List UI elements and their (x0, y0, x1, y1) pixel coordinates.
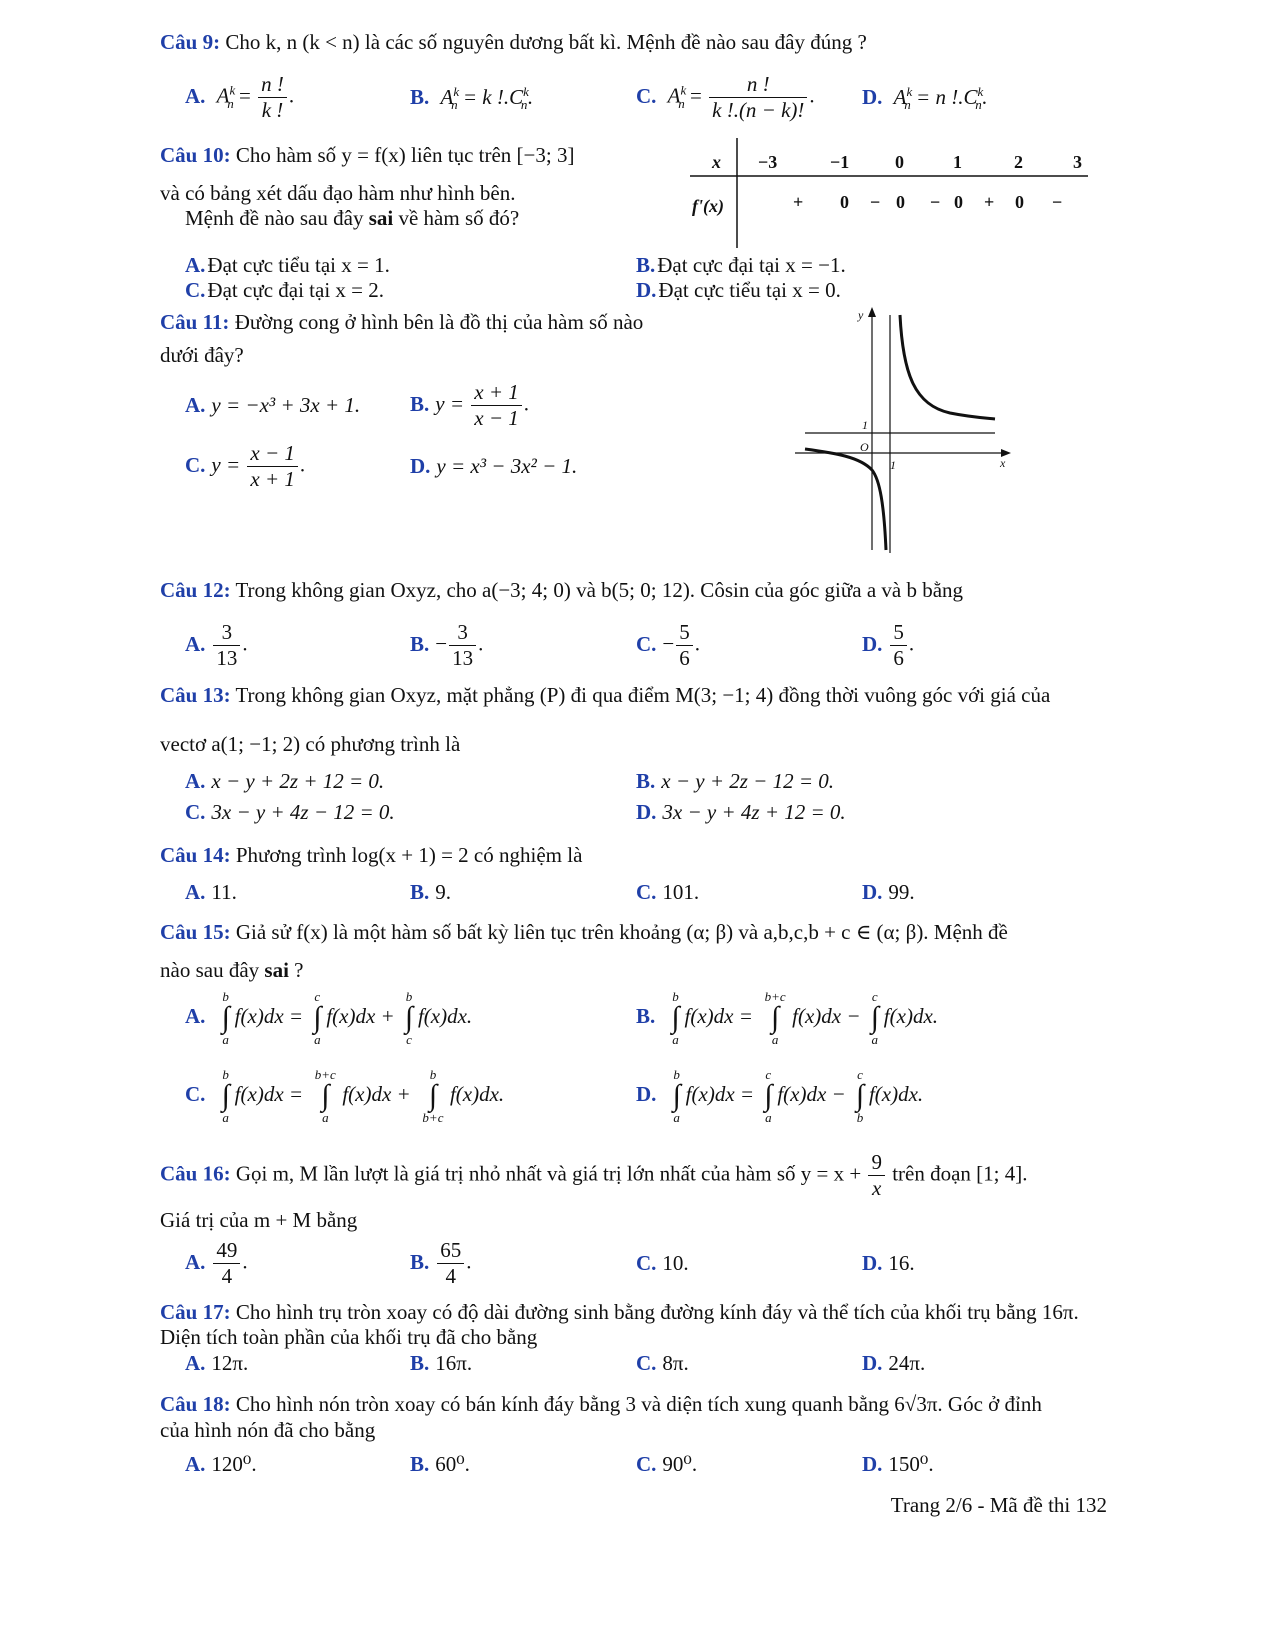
q15-option-c[interactable]: C. b ∫ a f(x)dx = b+c ∫ a f(x)dx + b ∫ b+c f(x)dx. (185, 1067, 505, 1125)
q11-option-b[interactable]: B. y = $\frac{x + 1}{x - 1}$ . (410, 380, 530, 431)
v-asymptote-label: 1 (890, 458, 896, 472)
q17-text-2: Diện tích toàn phần của khối trụ đã cho bằng (160, 1325, 538, 1349)
q11-option-d[interactable]: D. y = x³ − 3x² − 1. (410, 454, 578, 478)
q16-option-c[interactable]: C. 10. (636, 1251, 689, 1275)
q14-option-b[interactable]: B. 9. (410, 880, 452, 904)
question-11: Câu 11: Đường cong ở hình bên là đồ thị của hàm số nào (160, 310, 644, 334)
h-asymptote-label: 1 (862, 418, 868, 432)
q18-text-2: của hình nón đã cho bằng (160, 1418, 376, 1442)
q14-option-d[interactable]: D. 99. (862, 880, 915, 904)
q12-option-a[interactable]: A. $\frac{3}{13}$ . (185, 620, 248, 671)
q10-option-a[interactable]: A.Đạt cực tiểu tại x = 1. (185, 253, 390, 277)
q15-text-2: nào sau đây sai ? (160, 958, 304, 982)
q17-option-c[interactable]: C. 8π. (636, 1351, 689, 1375)
q9-option-d[interactable]: D. $A^k_n = n$ $!.C^k_n$. (862, 84, 987, 113)
table-sign: − (930, 192, 941, 212)
q18-option-a[interactable]: A. 120⁰. (185, 1452, 257, 1476)
table-sign: − (870, 192, 881, 212)
table-sign: 0 (896, 192, 905, 212)
question-text: Cho k, n (k < n) là các số nguyên dương bất kì. Mệnh đề nào sau đây đúng ? (225, 30, 867, 54)
q9-option-c[interactable]: C. $A^k_n$ = $\frac{n !}{k !.(n - k)!}$ . (636, 72, 815, 123)
q15-option-b[interactable]: B. b ∫ a f(x)dx = b+c ∫ a f(x)dx − c ∫ a f(x)dx. (636, 989, 939, 1047)
question-10: Câu 10: Cho hàm số y = f(x) liên tục trên [−3; 3] (160, 143, 575, 167)
q13-option-d[interactable]: D. 3x − y + 4z + 12 = 0. (636, 800, 846, 824)
q11-text-2: dưới đây? (160, 343, 244, 367)
q18-option-b[interactable]: B. 60⁰. (410, 1452, 470, 1476)
question-15: Câu 15: Giả sử f(x) là một hàm số bất kỳ liên tục trên khoảng (α; β) và a,b,c,b + c ∈ (α; β). Mệnh đề (160, 920, 1008, 944)
q18-option-d[interactable]: D. 150⁰. (862, 1452, 934, 1476)
function-graph (790, 305, 1015, 555)
question-12: Câu 12: Trong không gian Oxyz, cho a(−3; 4; 0) và b(5; 0; 12). Côsin của góc giữa a và b bằng (160, 578, 964, 602)
q16-option-d[interactable]: D. 16. (862, 1251, 915, 1275)
question-16: Câu 16: Gọi m, M lần lượt là giá trị nhỏ nhất và giá trị lớn nhất của hàm số y = x + $\frac{9}{x}$ trên đoạn [1; 4]. (160, 1150, 1028, 1201)
graph-branch-left (805, 449, 886, 550)
q17-option-d[interactable]: D. 24π. (862, 1351, 926, 1375)
q18-option-c[interactable]: C. 90⁰. (636, 1452, 698, 1476)
table-x-header: x (712, 152, 721, 172)
q17-option-a[interactable]: A. 12π. (185, 1351, 249, 1375)
table-sign: 0 (1015, 192, 1024, 212)
q15-option-d[interactable]: D. b ∫ a f(x)dx = c ∫ a f(x)dx − c ∫ b f(x)dx. (636, 1067, 924, 1125)
sign-table (690, 138, 1090, 250)
q14-option-a[interactable]: A. 11. (185, 880, 237, 904)
y-axis-label: y (858, 308, 864, 322)
q9-option-b[interactable]: B. $A^k_n = k$ $!.C^k_n$. (410, 84, 533, 113)
q10-text-3: Mệnh đề nào sau đây sai về hàm số đó? (185, 206, 520, 230)
q11-option-c[interactable]: C. y = $\frac{x - 1}{x + 1}$ . (185, 441, 306, 492)
q13-option-a[interactable]: A. x − y + 2z + 12 = 0. (185, 769, 385, 793)
origin-label: O (860, 440, 869, 454)
table-sign: + (984, 192, 995, 212)
table-fprime-header: f'(x) (692, 196, 724, 216)
q10-option-d[interactable]: D.Đạt cực tiểu tại x = 0. (636, 278, 841, 302)
q16-option-a[interactable]: A. $\frac{49}{4}$ . (185, 1238, 248, 1289)
q13-option-b[interactable]: B. x − y + 2z − 12 = 0. (636, 769, 835, 793)
q12-option-c[interactable]: C. − $\frac{5}{6}$ . (636, 620, 701, 671)
table-sign: + (793, 192, 804, 212)
q16-text-2: Giá trị của m + M bằng (160, 1208, 358, 1232)
q10-option-c[interactable]: C.Đạt cực đại tại x = 2. (185, 278, 385, 302)
table-sign: 0 (840, 192, 849, 212)
q10-text-2: và có bảng xét dấu đạo hàm như hình bên. (160, 181, 516, 205)
x-axis-label: x (1000, 456, 1006, 470)
table-sign: − (1052, 192, 1063, 212)
table-sign: 0 (954, 192, 963, 212)
table-x-value: 3 (1073, 152, 1082, 172)
q9-option-a[interactable]: A. $A^k_n$ = $\frac{n !}{k !}$ . (185, 72, 295, 123)
question-label: Câu 9: (160, 30, 221, 54)
page-footer: Trang 2/6 - Mã đề thi 132 (890, 1493, 1107, 1517)
q13-option-c[interactable]: C. 3x − y + 4z − 12 = 0. (185, 800, 395, 824)
table-x-value: 1 (953, 152, 962, 172)
q11-option-a[interactable]: A. y = −x³ + 3x + 1. (185, 393, 361, 417)
table-x-value: −3 (758, 152, 778, 172)
q15-option-a[interactable]: A. b ∫ a f(x)dx = c ∫ a f(x)dx + b ∫ c f(x)dx. (185, 989, 473, 1047)
question-13: Câu 13: Trong không gian Oxyz, mặt phẳng (P) đi qua điểm M(3; −1; 4) đồng thời vuông góc với giá của (160, 683, 1051, 707)
q16-option-b[interactable]: B. $\frac{65}{4}$ . (410, 1238, 472, 1289)
q14-option-c[interactable]: C. 101. (636, 880, 700, 904)
graph-branch-right (900, 315, 995, 419)
question-17: Câu 17: Cho hình trụ tròn xoay có độ dài đường sinh bằng đường kính đáy và thể tích của khối trụ bằng 16π. (160, 1300, 1079, 1324)
q13-text-2: vectơ a(1; −1; 2) có phương trình là (160, 732, 461, 756)
question-9 (160, 30, 867, 54)
table-x-value: −1 (830, 152, 850, 172)
q10-option-b[interactable]: B.Đạt cực đại tại x = −1. (636, 253, 846, 277)
question-18: Câu 18: Cho hình nón tròn xoay có bán kính đáy bằng 3 và diện tích xung quanh bằng 6√3π. Góc ở đỉnh (160, 1392, 1042, 1416)
question-14: Câu 14: Phương trình log(x + 1) = 2 có nghiệm là (160, 843, 583, 867)
table-x-value: 0 (895, 152, 904, 172)
table-x-value: 2 (1014, 152, 1023, 172)
q17-option-b[interactable]: B. 16π. (410, 1351, 473, 1375)
q12-option-b[interactable]: B. − $\frac{3}{13}$ . (410, 620, 484, 671)
q12-option-d[interactable]: D. $\frac{5}{6}$ . (862, 620, 915, 671)
y-axis-arrow (868, 307, 876, 317)
